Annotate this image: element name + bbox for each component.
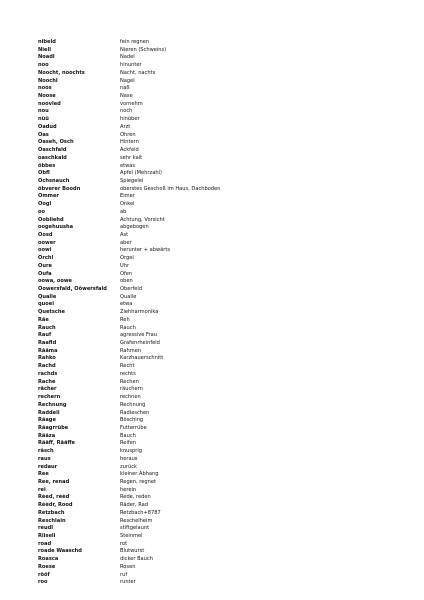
- german-translation: vornehm: [120, 100, 143, 107]
- glossary-row: [38, 132, 378, 140]
- dialect-term: Räage: [38, 417, 56, 424]
- glossary-row: [38, 193, 378, 201]
- german-translation: dicker Bauch: [120, 556, 153, 563]
- german-translation: ruf: [120, 571, 128, 578]
- glossary-row: [38, 471, 378, 479]
- dialect-term: oaschkald: [38, 154, 67, 161]
- german-translation: fein regnen: [120, 39, 150, 45]
- glossary-row: [38, 355, 378, 363]
- dialect-term: Räagrrübe: [38, 424, 69, 431]
- dialect-term: rei: [38, 486, 46, 493]
- german-translation: Bösching: [120, 417, 144, 424]
- dialect-term: roo: [38, 579, 48, 586]
- dialect-term: roade Waaschd: [38, 548, 82, 555]
- german-translation: Orgel: [120, 255, 134, 262]
- glossary-row: [38, 186, 378, 194]
- dialect-term: Oufa: [38, 270, 52, 277]
- dialect-term: nou: [38, 108, 49, 115]
- glossary-row: [38, 502, 378, 510]
- dialect-term: Raafld: [38, 340, 57, 347]
- glossary-row: [38, 101, 378, 109]
- glossary-row: [38, 572, 378, 580]
- dialect-term: noos: [38, 85, 52, 92]
- dialect-term: Reschlain: [38, 517, 66, 524]
- glossary-row: [38, 39, 378, 47]
- german-translation: herunter + abwärts: [120, 247, 171, 254]
- glossary-row: [38, 564, 378, 572]
- glossary-row: [38, 317, 378, 325]
- german-translation: Nadel: [120, 54, 135, 61]
- dialect-term: Noochl: [38, 77, 58, 84]
- glossary-row: [38, 363, 378, 371]
- dialect-term: räsch: [38, 448, 54, 455]
- german-translation: Onkel: [120, 201, 135, 208]
- german-translation: Achtung, Vorsicht: [120, 216, 165, 223]
- glossary-row: [38, 54, 378, 62]
- dialect-term: nibeld: [38, 39, 56, 45]
- dialect-term: Oaseh, Osch: [38, 139, 74, 146]
- german-translation: Hintern: [120, 139, 139, 146]
- dialect-term: Orchl: [38, 255, 54, 262]
- glossary-row: [38, 232, 378, 240]
- german-translation: Grafenrheinfeld: [120, 340, 160, 347]
- german-translation: etwa: [120, 301, 133, 308]
- glossary-row: [38, 116, 378, 124]
- dialect-term: Oaschfald: [38, 147, 67, 154]
- german-translation: Nieren (Schweins): [120, 46, 167, 53]
- dialect-term: rächer: [38, 386, 57, 393]
- german-translation: aber: [120, 239, 132, 246]
- glossary-row: [38, 278, 378, 286]
- glossary-row: [38, 247, 378, 255]
- german-translation: Reschelheim: [120, 517, 153, 524]
- glossary-row: [38, 85, 378, 93]
- german-translation: knusprig: [120, 448, 143, 455]
- dialect-term: Niell: [38, 46, 51, 53]
- glossary-row: [38, 271, 378, 279]
- dialect-term: Oowersfald, Ööwersfald: [38, 286, 107, 292]
- glossary-row: [38, 371, 378, 379]
- dialect-term: Rèèdr, Rood: [38, 502, 73, 509]
- german-translation: Ofen: [120, 270, 133, 277]
- dialect-term: oogehuusha: [38, 224, 74, 231]
- dialect-term: Raddeli: [38, 409, 60, 416]
- german-translation: Recht: [120, 363, 135, 370]
- dialect-term: oowi: [38, 247, 52, 254]
- glossary-row: [38, 456, 378, 464]
- german-translation: zurück: [120, 463, 137, 470]
- dialect-term: Rääza: [38, 432, 56, 439]
- dialect-term: Rahko: [38, 355, 56, 362]
- glossary-row: [38, 332, 378, 340]
- dialect-term: quoei: [38, 301, 54, 308]
- glossary-row: [38, 163, 378, 171]
- german-translation: räuchern: [120, 386, 143, 393]
- german-translation: herein: [120, 486, 137, 493]
- glossary-row: [38, 325, 378, 333]
- glossary-row: [38, 255, 378, 263]
- dialect-term: Ree, renad: [38, 478, 70, 485]
- german-translation: agressive Frau: [120, 332, 157, 339]
- dialect-term: oo: [38, 208, 45, 215]
- german-translation: etwas: [120, 162, 136, 169]
- german-translation: hinunter: [120, 62, 142, 69]
- dialect-term: Ochsnauch: [38, 177, 70, 184]
- glossary-row: [38, 487, 378, 495]
- german-translation: Uhr: [120, 262, 130, 269]
- glossary-row: [38, 70, 378, 78]
- dialect-term: Ömmer: [38, 193, 59, 200]
- glossary-row: [38, 124, 378, 132]
- dialect-term: Rache: [38, 378, 56, 385]
- dialect-term: Ree: [38, 471, 49, 478]
- glossary-row: [38, 417, 378, 425]
- dialect-term: öbverer Boodn: [38, 185, 81, 192]
- dialect-term: Rauch: [38, 324, 56, 331]
- german-translation: Steinmel: [120, 533, 143, 539]
- german-translation: Arzt: [120, 123, 131, 130]
- glossary-row: [38, 224, 378, 232]
- german-translation: Nagel: [120, 77, 135, 84]
- dialect-term: Oure: [38, 262, 52, 269]
- dialect-term: rööf: [38, 571, 50, 578]
- dialect-term: Oas: [38, 131, 49, 138]
- glossary-row: [38, 533, 378, 541]
- glossary-row: [38, 433, 378, 441]
- dialect-term: öbbes: [38, 162, 56, 169]
- german-translation: hinüber: [120, 116, 140, 123]
- dialect-term: Rachd: [38, 363, 56, 370]
- dialect-term: rachds: [38, 370, 58, 377]
- german-translation: Rechen: [120, 378, 139, 385]
- glossary-row: [38, 147, 378, 155]
- glossary-row: [38, 402, 378, 410]
- dialect-term: Rèèd, rèèd: [38, 494, 70, 501]
- glossary-row: [38, 379, 378, 387]
- dialect-term: road: [38, 540, 52, 547]
- dialect-term: Rääff, Rääffe: [38, 440, 76, 447]
- glossary-row: [38, 548, 378, 556]
- glossary-row: [38, 309, 378, 317]
- german-translation: Radieschen: [120, 409, 150, 416]
- dialect-term: raus: [38, 455, 51, 462]
- dialect-term: Riiseli: [38, 533, 56, 539]
- dialect-term: reudl: [38, 525, 53, 532]
- dialect-term: Noocht, noochts: [38, 69, 85, 76]
- dialect-term: Retzbach: [38, 509, 65, 516]
- german-translation: Futterrübe: [120, 424, 147, 431]
- glossary-row: [38, 440, 378, 448]
- german-translation: Nase: [120, 93, 133, 100]
- german-translation: sehr kalt: [120, 154, 143, 161]
- glossary-row: [38, 510, 378, 518]
- german-translation: ab: [120, 208, 127, 215]
- dialect-term: oower: [38, 239, 56, 246]
- german-translation: abgebogen: [120, 224, 149, 231]
- glossary-row: [38, 240, 378, 248]
- glossary-table: [38, 39, 378, 587]
- glossary-row: [38, 394, 378, 402]
- german-translation: Retzbach+8787: [120, 509, 161, 516]
- german-translation: Qualle: [120, 293, 137, 300]
- dialect-term: Oobliehd: [38, 216, 64, 223]
- german-translation: Ohren: [120, 131, 136, 138]
- dialect-term: Öbfl: [38, 170, 50, 177]
- dialect-term: Roasca: [38, 556, 59, 563]
- german-translation: Reh: [120, 316, 130, 323]
- glossary-row: [38, 62, 378, 70]
- german-translation: Äpfel (Mehrzahl): [120, 170, 162, 177]
- dialect-term: Oogl: [38, 201, 52, 208]
- dialect-term: Quetsche: [38, 309, 65, 316]
- german-translation: Ast: [120, 231, 129, 238]
- dialect-term: Noose: [38, 93, 56, 100]
- dialect-term: rechern: [38, 394, 61, 401]
- glossary-row: [38, 579, 378, 587]
- dialect-term: Rauf: [38, 332, 52, 339]
- glossary-row: [38, 201, 378, 209]
- dialect-term: Qualle: [38, 293, 57, 300]
- glossary-row: [38, 518, 378, 526]
- german-translation: Karzhauerschnitt: [120, 355, 164, 362]
- german-translation: oben: [120, 278, 133, 285]
- glossary-row: [38, 464, 378, 472]
- glossary-row: [38, 178, 378, 186]
- glossary-row: [38, 448, 378, 456]
- german-translation: noch: [120, 108, 133, 115]
- glossary-row: [38, 93, 378, 101]
- german-translation: stiftgelaunt: [120, 525, 150, 532]
- german-translation: oberstes Geschoß im Haus, Dachboden: [120, 185, 221, 192]
- dialect-term: Noadl: [38, 54, 55, 61]
- glossary-row: [38, 209, 378, 217]
- german-translation: runter: [120, 579, 136, 586]
- german-translation: Bauch: [120, 432, 136, 439]
- glossary-row: [38, 108, 378, 116]
- dialect-term: Roese: [38, 563, 56, 570]
- dialect-term: oowa, oowe: [38, 278, 73, 285]
- german-translation: kleiner Abhang: [120, 471, 159, 478]
- glossary-row: [38, 301, 378, 309]
- german-translation: Ziehharmonika: [120, 309, 159, 316]
- german-translation: rot: [120, 540, 128, 547]
- german-translation: Rahmen: [120, 347, 142, 354]
- german-translation: rechnen: [120, 394, 141, 401]
- glossary-row: [38, 47, 378, 55]
- german-translation: Ackfeld: [120, 147, 139, 154]
- german-translation: Eimer: [120, 193, 135, 200]
- german-translation: Rosen: [120, 563, 136, 570]
- glossary-row: [38, 425, 378, 433]
- dialect-term: noovled: [38, 100, 61, 107]
- dialect-term: Rechnung: [38, 401, 67, 408]
- glossary-row: [38, 494, 378, 502]
- german-translation: Reifen: [120, 440, 137, 447]
- dialect-term: Räe: [38, 316, 49, 323]
- glossary-row: [38, 340, 378, 348]
- german-translation: Nacht, nachts: [120, 69, 156, 76]
- german-translation: Oberfeld: [120, 286, 143, 292]
- german-translation: Blutwurst: [120, 548, 145, 555]
- german-translation: heraus: [120, 455, 138, 462]
- glossary-row: [38, 386, 378, 394]
- german-translation: Rauch: [120, 324, 136, 331]
- german-translation: Rechnung: [120, 401, 146, 408]
- glossary-row: [38, 170, 378, 178]
- glossary-row: [38, 410, 378, 418]
- dialect-term: nüü: [38, 116, 49, 123]
- glossary-row: [38, 525, 378, 533]
- glossary-row: [38, 556, 378, 564]
- german-translation: Spiegelei: [120, 177, 144, 184]
- dialect-term: Oadud: [38, 123, 57, 130]
- dialect-term: noo: [38, 62, 49, 69]
- glossary-row: [38, 348, 378, 356]
- german-translation: Rede, reden: [120, 494, 151, 501]
- dialect-term: redaur: [38, 463, 58, 470]
- german-translation: rechts: [120, 370, 136, 377]
- glossary-row: [38, 294, 378, 302]
- german-translation: naß: [120, 85, 130, 92]
- dialect-term: Oosd: [38, 231, 53, 238]
- glossary-row: [38, 263, 378, 271]
- german-translation: Regen, regnet: [120, 478, 156, 485]
- glossary-row: [38, 155, 378, 163]
- glossary-row: [38, 286, 378, 294]
- glossary-row: [38, 139, 378, 147]
- dialect-term: Rååma: [38, 347, 58, 354]
- glossary-row: [38, 217, 378, 225]
- glossary-row: [38, 479, 378, 487]
- german-translation: Räder, Rad: [120, 502, 149, 509]
- glossary-row: [38, 78, 378, 86]
- glossary-row: [38, 541, 378, 549]
